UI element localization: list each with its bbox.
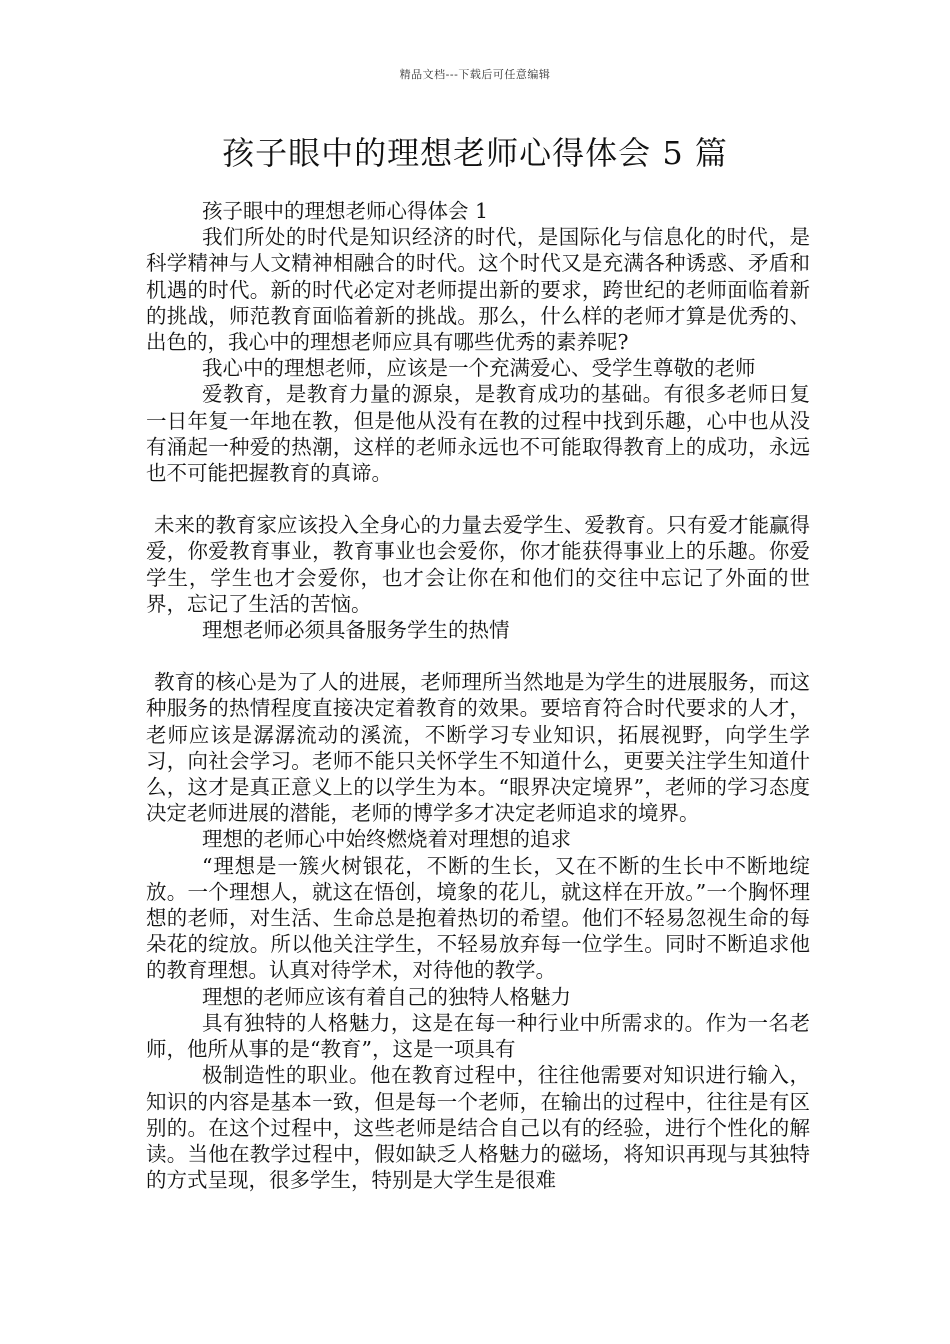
section-heading: 理想的老师心中始终燃烧着对理想的追求 — [202, 827, 571, 852]
paragraph: 教育的核心是为了人的进展，老师理所当然地是为学生的进展服务，而这种服务的热情程度直接决定着教育的效果。要培育符合时代要求的人才，老师应该是潺潺流动的溪流，不断学习专业知识，拓展视野，向学生学习，向社会学习。老师不能只关怀学生不知道什么，更要关注学生知道什么，这才是真正意义上的以学生为本。“眼界决定境界”，老师的学习态度决定老师进展的潜能，老师的博学多才决定老师追求的境界。 — [146, 670, 810, 826]
section-heading: 我心中的理想老师，应该是一个充满爱心、受学生尊敬的老师 — [202, 356, 756, 381]
section-heading: 理想老师必须具备服务学生的热情 — [202, 618, 510, 643]
paragraph: 我们所处的时代是知识经济的时代，是国际化与信息化的时代，是科学精神与人文精神相融合的时代。这个时代又是充满各种诱惑、矛盾和机遇的时代。新的时代必定对老师提出新的要求，跨世纪的老师面临着新的挑战，师范教育面临着新的挑战。那么，什么样的老师才算是优秀的、出色的，我心中的理想老师应具有哪些优秀的素养呢? — [146, 225, 810, 355]
paragraph: 具有独特的人格魅力，这是在每一种行业中所需求的。作为一名老师，他所从事的是“教育”，这是一项具有 — [146, 1010, 810, 1062]
blank-line — [146, 486, 810, 512]
paragraph: 未来的教育家应该投入全身心的力量去爱学生、爱教育。只有爱才能赢得爱，你爱教育事业，教育事业也会爱你，你才能获得事业上的乐趣。你爱学生，学生也才会爱你，也才会让你在和他们的交往中忘记了外面的世界，忘记了生活的苦恼。 — [146, 513, 810, 616]
paragraph: 极制造性的职业。他在教育过程中，往往他需要对知识进行输入，知识的内容是基本一致，但是每一个老师，在输出的过程中，往往是有区别的。在这个过程中，这些老师是结合自己以有的经验，进行个性化的解读。当他在教学过程中，假如缺乏人格魅力的磁场，将知识再现与其独特的方式呈现，很多学生，特别是大学生是很难 — [146, 1063, 810, 1193]
section-heading: 理想的老师应该有着自己的独特人格魅力 — [202, 984, 571, 1009]
page-header-note: 精品文档---下载后可任意编辑 — [399, 68, 551, 81]
blank-line — [146, 643, 810, 669]
section-heading-1: 孩子眼中的理想老师心得体会 1 — [202, 199, 489, 223]
document-title: 孩子眼中的理想老师心得体会 5 篇 — [222, 134, 728, 172]
document-body — [146, 198, 810, 1193]
paragraph: 爱教育，是教育力量的源泉，是教育成功的基础。有很多老师日复一日年复一年地在教，但是他从没有在教的过程中找到乐趣，心中也从没有涌起一种爱的热潮，这样的老师永远也不可能取得教育上的成功，永远也不可能把握教育的真谛。 — [146, 382, 810, 486]
paragraph: “理想是一簇火树银花，不断的生长，又在不断的生长中不断地绽放。一个理想人，就这在悟创，境象的花儿，就这样在开放。”一个胸怀理想的老师，对生活、生命总是抱着热切的希望。他们不轻易忽视生命的每朵花的绽放。所以他关注学生，不轻易放弃每一位学生。同时不断追求他的教育理想。认真对待学术，对待他的教学。 — [146, 853, 810, 983]
